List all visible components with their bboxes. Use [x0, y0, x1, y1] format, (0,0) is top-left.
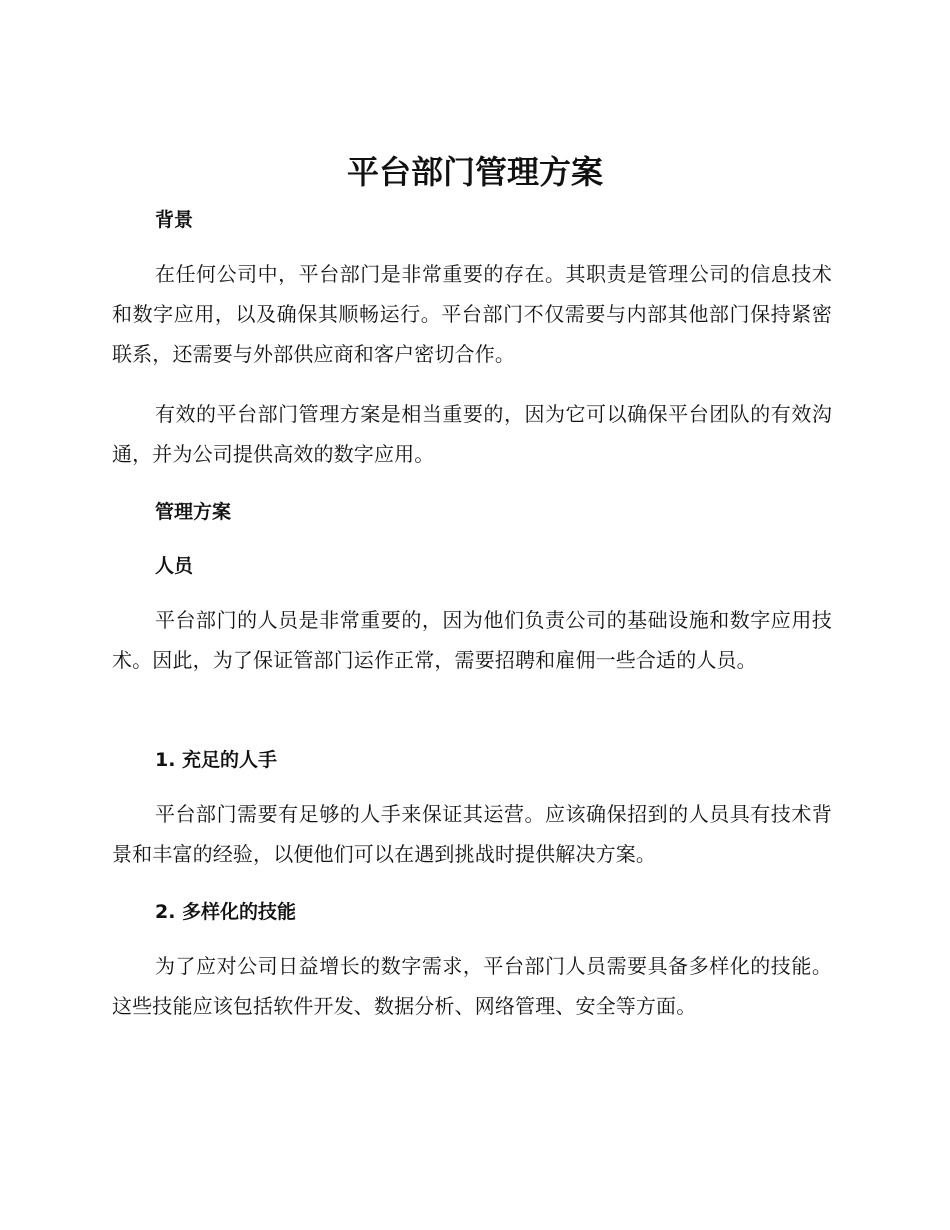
heading-staffing: 1. 充足的人手 — [155, 749, 278, 771]
paragraph-skills: 为了应对公司日益增长的数字需求，平台部门人员需要具备多样化的技能。这些技能应该包括软件开发、数据分析、网络管理、安全等方面。 — [112, 954, 832, 1018]
document-title: 平台部门管理方案 — [346, 153, 603, 191]
heading-background: 背景 — [155, 209, 194, 231]
heading-personnel: 人员 — [155, 555, 194, 577]
paragraph-background-1: 在任何公司中，平台部门是非常重要的存在。其职责是管理公司的信息技术和数字应用，以及确保其顺畅运行。平台部门不仅需要与内部其他部门保持紧密联系，还需要与外部供应商和客户密切合作。 — [112, 262, 832, 366]
paragraph-personnel: 平台部门的人员是非常重要的，因为他们负责公司的基础设施和数字应用技术。因此，为了保证管部门运作正常，需要招聘和雇佣一些合适的人员。 — [112, 608, 832, 672]
heading-skills: 2. 多样化的技能 — [155, 901, 297, 923]
paragraph-staffing: 平台部门需要有足够的人手来保证其运营。应该确保招到的人员具有技术背景和丰富的经验，以便他们可以在遇到挑战时提供解决方案。 — [112, 802, 832, 866]
heading-management-plan: 管理方案 — [155, 501, 232, 523]
paragraph-background-2: 有效的平台部门管理方案是相当重要的，因为它可以确保平台团队的有效沟通，并为公司提供高效的数字应用。 — [112, 402, 832, 466]
